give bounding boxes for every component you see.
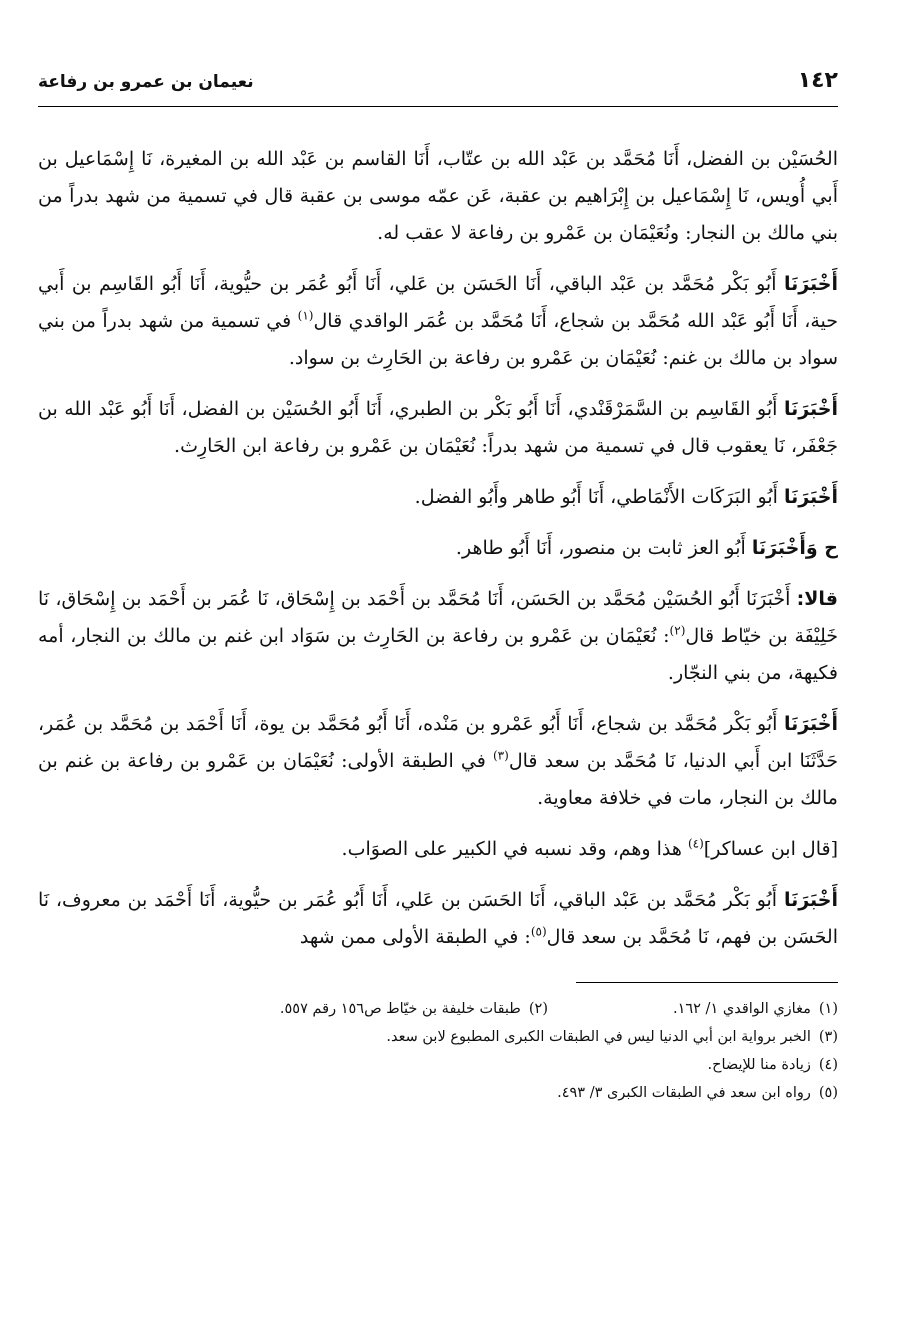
footnote: [708, 1051, 839, 1079]
paragraph-text: أَبُو بَكْر مُحَمَّد بن عَبْد الباقي، أَنَا الحَسَن بن عَلي، أَنَا أَبُو عُمَر بن حيُّوية، أَنَا أَحْمَد بن معروف، نَا الحَسَن بن فهم، نَا مُحَمَّد بن سعد قال: [38, 889, 838, 948]
footnote-divider: [576, 982, 838, 983]
paragraph: [38, 479, 838, 516]
page-header: [38, 66, 838, 107]
paragraph-lead: أَخْبَرَنَا: [783, 889, 838, 911]
footnote-text: الخبر برواية ابن أبي الدنيا ليس في الطبقات الكبرى المطبوع لابن سعد.: [386, 1029, 811, 1045]
footnote-ref: (٤): [687, 836, 704, 851]
footnote-ref: (١): [297, 308, 314, 323]
paragraph: [38, 882, 838, 956]
footnote-row: [38, 1051, 838, 1079]
paragraph-text: أَبُو بَكْر مُحَمَّد بن شجاع، أَنَا أَبُو عَمْرو بن مَنْده، أَنَا أَبُو مُحَمَّد بن يوة، أَنَا أَحْمَد بن مُحَمَّد بن عُمَر، حَدَّثَنَا ابن أَبي الدنيا، نَا مُحَمَّد بن سعد قال: [38, 713, 839, 772]
footnote-text: مغازي الواقدي ١/ ١٦٢.: [672, 1001, 811, 1017]
footnote-row: [38, 1023, 838, 1051]
paragraph-text: أَبُو القَاسِم بن السَّمَرْقَنْدي، أَنَا أَبُو بَكْر بن الطبري، أَنَا أَبُو الحُسَيْن بن الفضل، أَنَا أَبُو عَبْد الله بن جَعْفَر، نَا يعقوب قال في تسمية من شهد بدراً: نُعَيْمَان بن عَمْرو بن رفاعة ابن الحَارِث.: [38, 398, 838, 457]
paragraph: [38, 706, 838, 817]
footnote-marker: (٣): [818, 1029, 838, 1045]
paragraph-lead: أَخْبَرَنَا: [783, 273, 838, 295]
footnote: [548, 995, 838, 1023]
footnote-ref: (٥): [530, 924, 547, 939]
footnote: [557, 1079, 838, 1107]
paragraph-lead: قالا:: [796, 588, 838, 610]
footnote: [280, 995, 548, 1023]
footnote-text: زيادة منا للإيضاح.: [707, 1057, 811, 1073]
footnote-ref: (٣): [492, 748, 509, 763]
body-text: [38, 141, 838, 956]
running-title: نعيمان بن عمرو بن رفاعة: [38, 72, 254, 92]
footnote-marker: (٥): [818, 1085, 838, 1101]
paragraph-tail: : في الطبقة الأولى ممن شهد: [299, 926, 531, 948]
paragraph: [38, 530, 838, 567]
paragraph: [38, 391, 838, 465]
footnote-text: رواه ابن سعد في الطبقات الكبرى ٣/ ٤٩٣.: [557, 1085, 811, 1101]
paragraph-tail: في الطبقة الأولى: نُعَيْمَان بن عَمْرو بن رفاعة بن غنم بن مالك بن النجار، مات في خلافة معاوية.: [38, 750, 838, 809]
paragraph: [38, 831, 838, 868]
footnote-marker: (٤): [818, 1057, 838, 1073]
paragraph-text: أَبُو بَكْر مُحَمَّد بن عَبْد الباقي، أَنَا الحَسَن بن عَلي، أَنَا أَبُو عُمَر بن حيُّوية، أَنَا أَبُو القَاسِم بن أَبي حية، أَنَا أَبُو عَبْد الله مُحَمَّد بن شجاع، أَنَا مُحَمَّد بن عُمَر الواقدي قال: [38, 273, 839, 332]
paragraph-text: أَبُو البَرَكَات الأَنْمَاطي، أَنَا أَبُو طاهر وأَبُو الفضل.: [414, 486, 778, 508]
paragraph-text: [قال ابن عساكر]: [703, 838, 838, 860]
footnotes: [38, 995, 838, 1107]
paragraph-tail: هذا وهم، وقد نسبه في الكبير على الصوَاب.: [341, 838, 688, 860]
footnote-marker: (١): [818, 1001, 838, 1017]
paragraph-tail: : نُعَيْمَان بن عَمْرو بن رفاعة بن الحَارِث بن سَوَاد ابن غنم بن مالك بن النجار، أمه فكيهة، من بني النجّار.: [38, 625, 838, 684]
paragraph-lead: أَخْبَرَنَا: [783, 486, 838, 508]
paragraph-lead: أَخْبَرَنَا: [783, 713, 838, 735]
paragraph-text: أَخْبَرَنَا أَبُو الحُسَيْن مُحَمَّد بن الحَسَن، أَنَا مُحَمَّد بن أَحْمَد بن إِسْحَاق، نَا عُمَر بن أَحْمَد بن إِسْحَاق، نَا خَلِيْفَة بن خيّاط قال: [38, 588, 839, 647]
footnote-row: [38, 1079, 838, 1107]
paragraph-text: أَبُو العز ثابت بن منصور، أَنَا أَبُو طاهر.: [455, 537, 746, 559]
paragraph: [38, 141, 838, 252]
paragraph-tail: في تسمية من شهد بدراً من بني سواد بن مالك بن غنم: نُعَيْمَان بن عَمْرو بن رفاعة بن الحَارِث بن سواد.: [38, 310, 838, 369]
footnote-row: [38, 995, 838, 1023]
paragraph-lead: أَخْبَرَنَا: [783, 398, 838, 420]
footnote: [386, 1023, 838, 1051]
paragraph: [38, 581, 838, 692]
book-page: [38, 66, 838, 1306]
footnote-text: طبقات خليفة بن خيّاط ص١٥٦ رقم ٥٥٧.: [279, 1001, 521, 1017]
paragraph-text: الحُسَيْن بن الفضل، أَنَا مُحَمَّد بن عَبْد الله بن عتّاب، أَنَا القاسم بن عَبْد الله بن المغيرة، نَا إِسْمَاعيل بن أَبي أُويس، نَا إِسْمَاعيل بن إِبْرَاهيم بن عقبة، عَن عمّه موسى بن عقبة قال في تسمية من شهد بدراً من بني مالك بن النجار: ونُعَيْمَان بن عَمْرو بن رفاعة لا عقب له.: [38, 148, 838, 244]
footnote-marker: (٢): [528, 1001, 548, 1017]
page-number: ١٤٢: [797, 68, 838, 93]
paragraph: [38, 266, 838, 377]
paragraph-lead: ح وَأَخْبَرَنَا: [751, 537, 838, 559]
footnote-ref: (٢): [669, 623, 686, 638]
